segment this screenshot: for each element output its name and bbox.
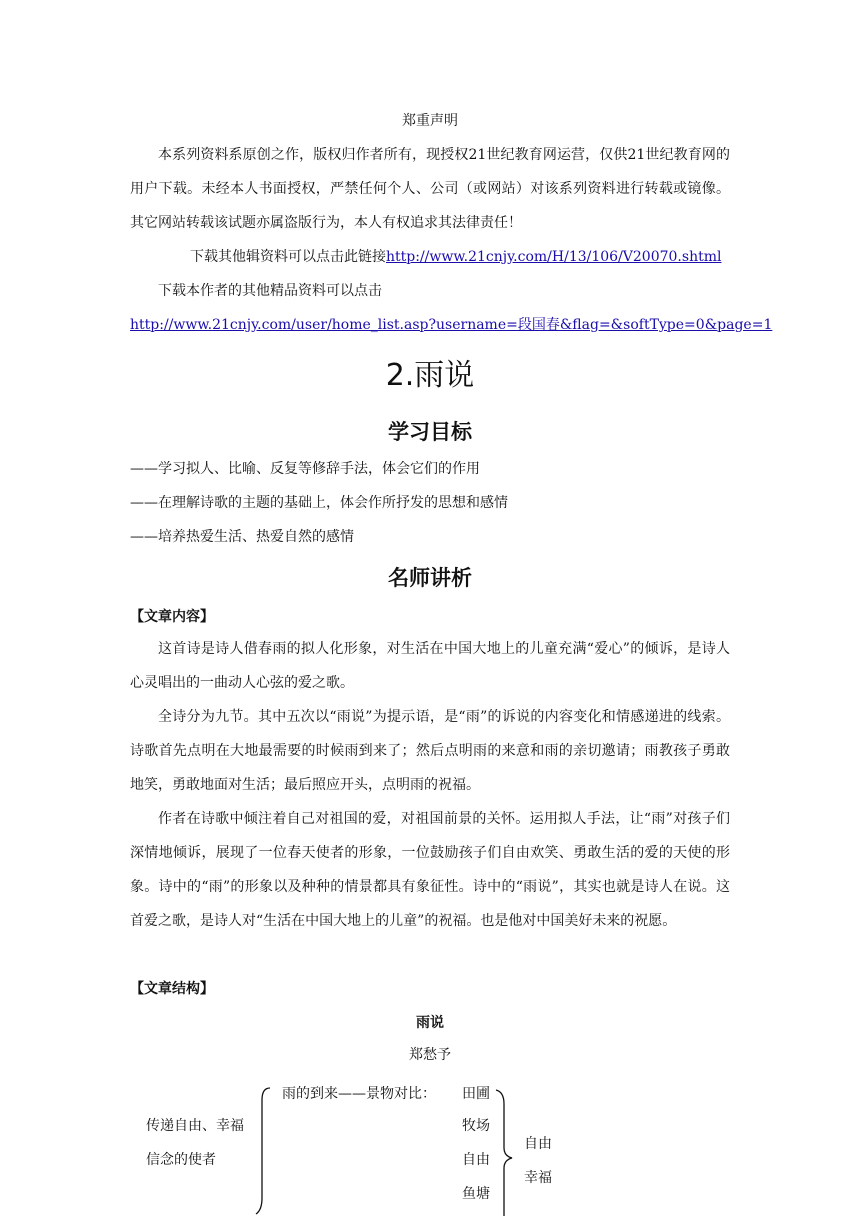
content-para-3: 作者在诗歌中倾注着自己对祖国的爱，对祖国前景的关怀。运用拟人手法，让“雨”对孩子们深情地倾诉，展现了一位春天使者的形象，一位鼓励孩子们自由欢笑、勇敢生活的爱的天使的形象。诗中的“雨”的形象以及种种的情景都具有象征性。诗中的“雨说”，其实也就是诗人在说。这首爱之歌，是诗人对“生活在中国大地上的儿童”的祝福。也是他对中国美好未来的祝愿。 [130,811,730,929]
left-brace [254,1086,274,1216]
download-label: 下载其他辑资料可以点击此链接 [190,249,386,265]
download-line [190,240,721,274]
content-label: 【文章内容】 [130,609,214,625]
notice-body: 本系列资料系原创之作，版权归作者所有，现授权21世纪教育网运营，仅供21世纪教育网的用户下载。未经本人书面授权，严禁任何个人、公司（或网站）对该系列资料进行转载或镜像。其它网站转载该试题亦属盗版行为，本人有权追求其法律责任！ [130,147,730,231]
structure-item: 自由 [462,1152,490,1168]
content-para-2: 全诗分为九节。其中五次以“雨说”为提示语，是“雨”的诉说的内容变化和情感递进的线索。诗歌首先点明在大地最需要的时候雨到来了；然后点明雨的来意和雨的亲切邀请；雨教孩子勇敢地笑，勇敢地面对生活；最后照应开头，点明雨的祝福。 [130,709,730,793]
download-link[interactable]: http://www.21cnjy.com/H/13/106/V20070.shtml [386,249,722,265]
goal-item: ——培养热爱生活、热爱自然的感情 [130,529,354,545]
author-link[interactable]: http://www.21cnjy.com/user/home_list.asp?username=段国春&flag=&softType=0&page=1 [130,317,773,333]
analysis-heading: 名师讲析 [388,566,472,590]
content-para-1: 这首诗是诗人借春雨的拟人化形象，对生活在中国大地上的儿童充满“爱心”的倾诉，是诗人心灵唱出的一曲动人心弦的爱之歌。 [130,641,730,691]
poet-name: 郑愁予 [409,1047,451,1063]
structure-label: 【文章结构】 [130,981,214,997]
structure-left-2: 信念的使者 [146,1152,216,1168]
goal-item: ——在理解诗歌的主题的基础上，体会作所抒发的思想和感情 [130,495,508,511]
structure-item: 鱼塘 [462,1186,490,1202]
structure-right-item: 自由 [524,1136,552,1152]
structure-left-1: 传递自由、幸福 [146,1118,244,1134]
structure-item: 牧场 [462,1118,490,1134]
structure-right-item: 幸福 [524,1170,552,1186]
goals-heading: 学习目标 [388,420,472,444]
lesson-title: 2.雨说 [385,358,475,393]
structure-item: 田圃 [462,1086,490,1102]
right-brace [494,1088,516,1216]
notice-title: 郑重声明 [402,113,458,129]
structure-mid: 雨的到来——景物对比： [282,1086,436,1102]
goal-item: ——学习拟人、比喻、反复等修辞手法，体会它们的作用 [130,461,480,477]
author-label: 下载本作者的其他精品资料可以点击 [158,283,382,299]
poem-title: 雨说 [416,1015,444,1031]
